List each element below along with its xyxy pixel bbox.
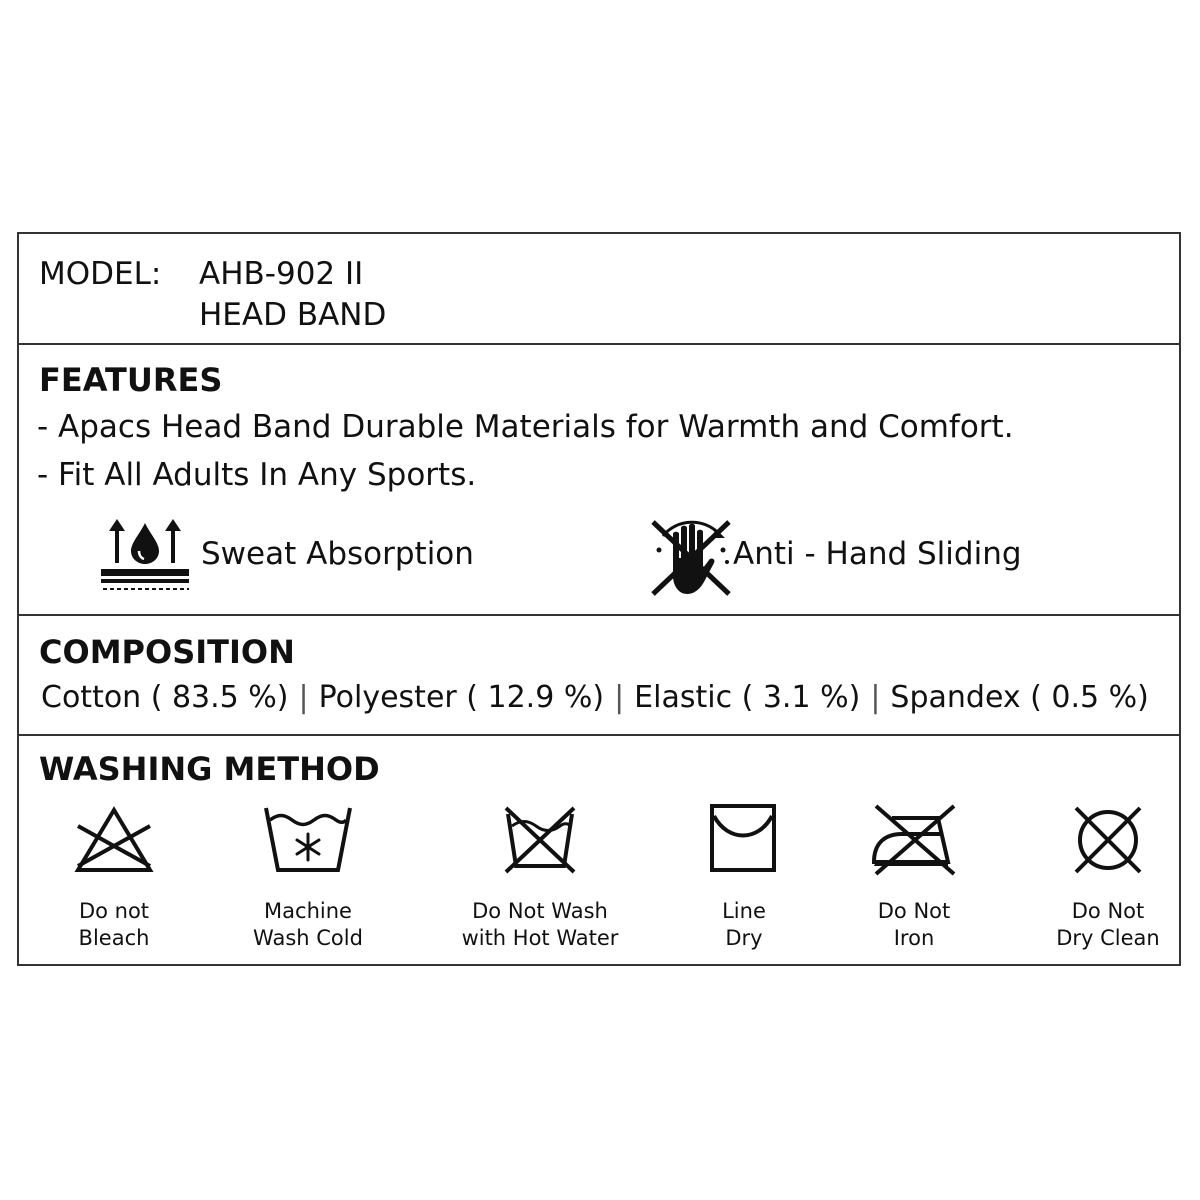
line-dry-icon: [708, 804, 780, 876]
composition-list: [41, 680, 1149, 715]
composition-separator: |: [870, 680, 881, 715]
model-key: MODEL:: [39, 256, 162, 292]
wash-item-do-not-dry-clean: [1023, 804, 1193, 952]
wash-caption-line: Do Not: [877, 899, 951, 923]
wash-item-line-dry: [659, 804, 829, 952]
do-not-dry-clean-icon: [1070, 804, 1146, 876]
wash-caption-line: with Hot Water: [461, 926, 619, 950]
wash-caption-line: Do not: [78, 899, 150, 923]
section-divider: [19, 614, 1179, 616]
wash-item-machine-wash-cold: [223, 804, 393, 952]
wash-caption-line: Iron: [893, 926, 935, 950]
wash-caption-line: Machine: [264, 899, 352, 923]
sweat-absorption-label: Sweat Absorption: [201, 536, 474, 572]
composition-item: Spandex ( 0.5 %): [890, 680, 1149, 715]
wash-caption-line: Do Not Wash: [472, 899, 608, 923]
composition-item: Elastic ( 3.1 %): [634, 680, 861, 715]
wash-caption-line: Do Not: [1071, 899, 1145, 923]
composition-item: Cotton ( 83.5 %): [41, 680, 289, 715]
do-not-wash-hot-icon: [500, 804, 580, 876]
model-name: HEAD BAND: [199, 297, 387, 333]
washing-heading: WASHING METHOD: [39, 750, 380, 788]
section-divider: [19, 343, 1179, 345]
wash-caption-line: Dry: [725, 926, 763, 950]
do-not-iron-icon: [868, 804, 960, 876]
anti-hand-sliding-label: Anti - Hand Sliding: [733, 536, 1022, 572]
wash-caption-line: Line: [722, 899, 766, 923]
feature-line: - Fit All Adults In Any Sports.: [37, 457, 477, 493]
features-heading: FEATURES: [39, 361, 223, 399]
wash-caption-line: Dry Clean: [1056, 926, 1160, 950]
wash-item-do-not-wash-hot: [455, 804, 625, 952]
anti-hand-sliding-icon: [649, 516, 733, 598]
wash-item-do-not-iron: [829, 804, 999, 952]
composition-separator: |: [298, 680, 309, 715]
do-not-bleach-icon: [72, 804, 156, 876]
feature-line: - Apacs Head Band Durable Materials for Warmth and Comfort.: [37, 409, 1014, 445]
composition-item: Polyester ( 12.9 %): [318, 680, 605, 715]
wash-caption-line: Wash Cold: [253, 926, 363, 950]
model-code: AHB-902 II: [199, 256, 364, 292]
wash-item-do-not-bleach: [29, 804, 199, 952]
model-section: [19, 234, 1179, 344]
composition-heading: COMPOSITION: [39, 633, 295, 671]
section-divider: [19, 734, 1179, 736]
machine-wash-cold-icon: [262, 804, 354, 876]
composition-separator: |: [614, 680, 625, 715]
care-label: [17, 232, 1181, 966]
sweat-absorption-icon: [99, 517, 193, 597]
wash-caption-line: Bleach: [78, 926, 150, 950]
